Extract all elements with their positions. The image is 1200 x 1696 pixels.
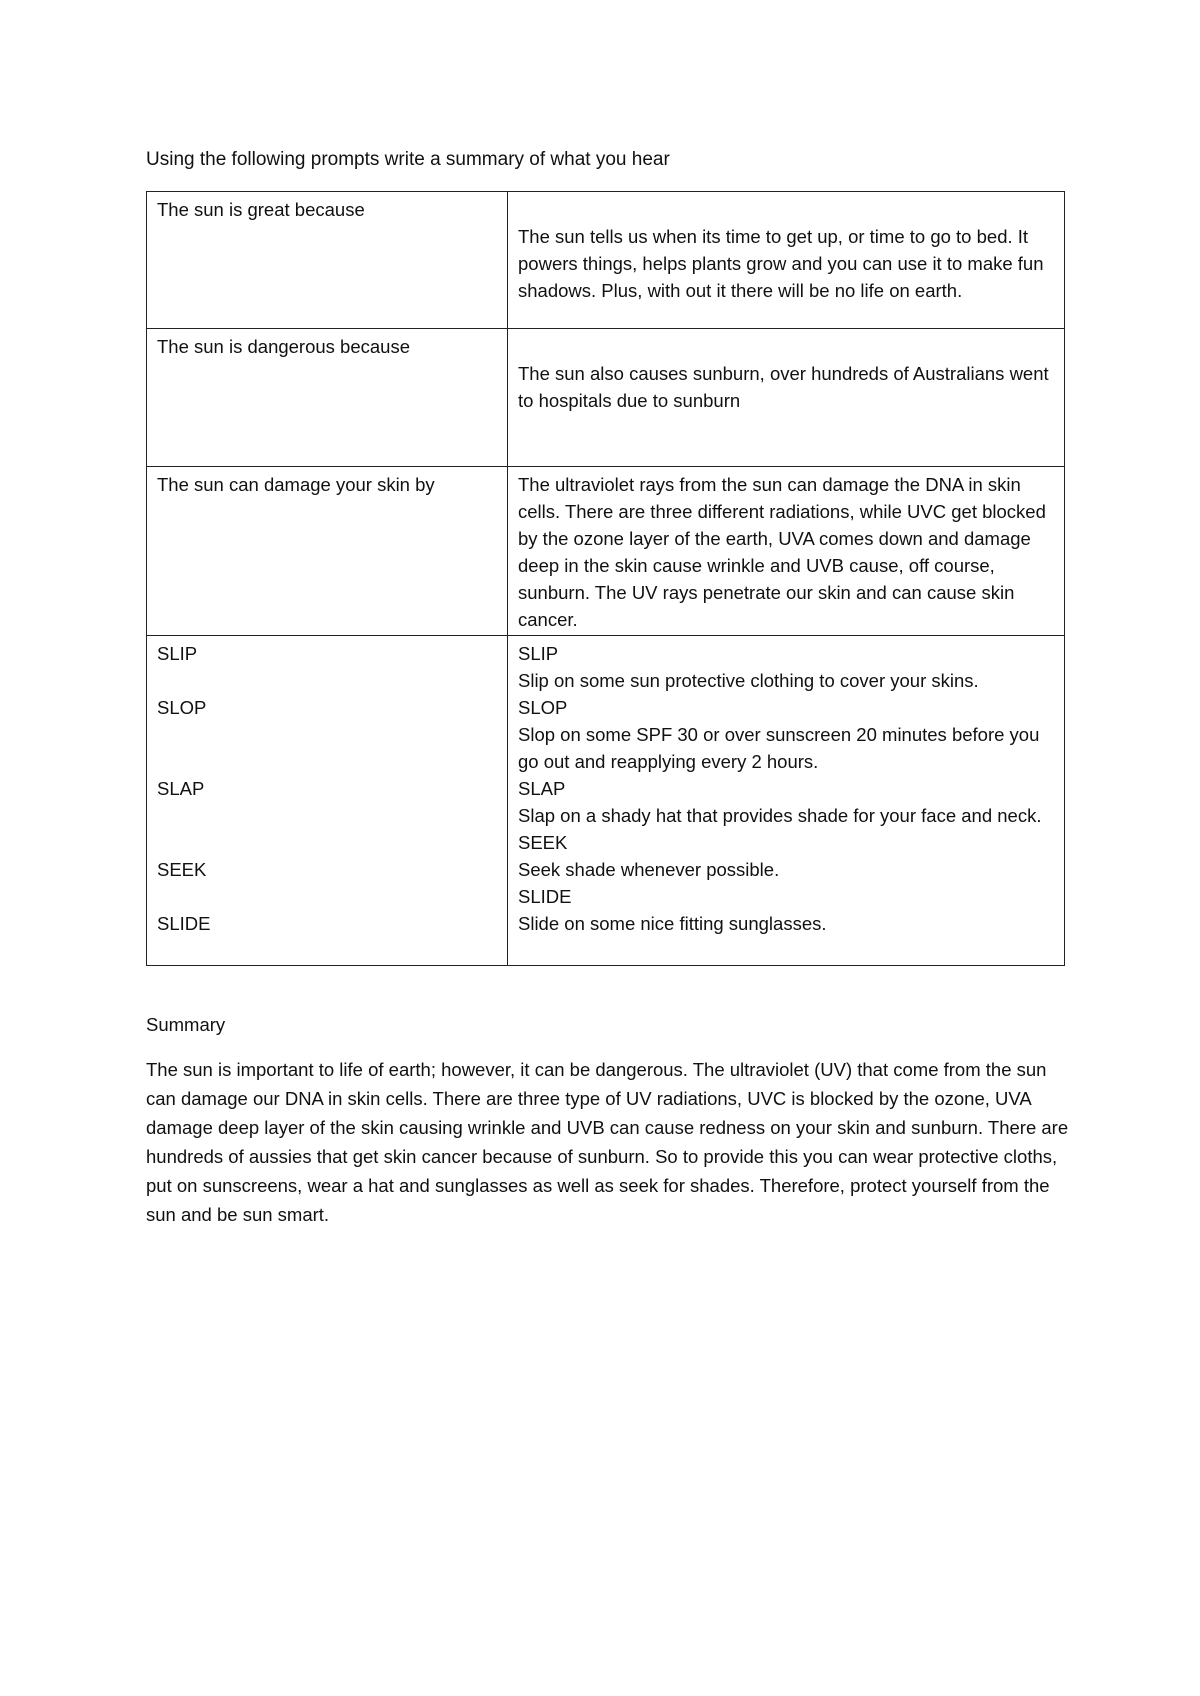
sunsmart-title: SEEK (518, 832, 568, 853)
sunsmart-label: SEEK (157, 859, 207, 880)
sunsmart-text: Slop on some SPF 30 or over sunscreen 20 minutes before you go out and reapplying every 2 hours. (518, 724, 1040, 772)
cell-spacer (157, 802, 497, 829)
worksheet-heading: Using the following prompts write a summary of what you hear (146, 149, 670, 170)
sunsmart-label: SLIDE (157, 913, 211, 934)
answer-text: The sun tells us when its time to get up, or time to go to bed. It powers things, helps plants grow and you can use it to make fun shadows. Plus, with out it there will be no life on earth. (518, 226, 1044, 301)
sunsmart-labels-cell (147, 636, 508, 966)
cell-spacer (157, 721, 497, 748)
sunsmart-title: SLOP (518, 697, 568, 718)
answer-text: The sun also causes sunburn, over hundreds of Australians went to hospitals due to sunburn (518, 363, 1049, 411)
sunsmart-details-cell (508, 636, 1065, 966)
sunsmart-label: SLAP (157, 778, 205, 799)
sunsmart-title: SLAP (518, 778, 566, 799)
sunsmart-label: SLOP (157, 697, 207, 718)
summary-heading: Summary (146, 1014, 226, 1035)
cell-spacer (157, 883, 497, 910)
table-row (147, 467, 1065, 636)
cell-spacer (157, 829, 497, 856)
sunsmart-title: SLIP (518, 643, 559, 664)
table-row (147, 192, 1065, 329)
sunsmart-label: SLIP (157, 643, 198, 664)
cell-spacer (157, 748, 497, 775)
answer-cell: The ultraviolet rays from the sun can damage the DNA in skin cells. There are three different radiations, while UVC get blocked by the ozone layer of the earth, UVA comes down and damage deep in the skin cause wrinkle and UVB cause, off course, sunburn. The UV rays penetrate our skin and can cause skin cancer. (508, 467, 1065, 636)
summary-paragraph: The sun is important to life of earth; however, it can be dangerous. The ultraviolet (UV) that come from the sun can damage our DNA in skin cells. There are three type of UV radiations, UVC is blocked by the ozone, UVA damage deep layer of the skin causing wrinkle and UVB can cause redness on your skin and sunburn. There are hundreds of aussies that get skin cancer because of sunburn. So to provide this you can wear protective cloths, put on sunscreens, wear a hat and sunglasses as well as seek for shades. Therefore, protect yourself from the sun and be sun smart. (146, 1059, 1069, 1225)
answer-cell (508, 192, 1065, 329)
table-row (147, 329, 1065, 467)
sunsmart-title: SLIDE (518, 886, 572, 907)
sunsmart-text: Slip on some sun protective clothing to cover your skins. (518, 670, 979, 691)
prompt-cell: The sun is great because (147, 192, 508, 329)
cell-spacer (518, 333, 1054, 360)
prompts-table (146, 191, 1065, 966)
sunsmart-text: Slap on a shady hat that provides shade for your face and neck. (518, 805, 1042, 826)
sunsmart-text: Seek shade whenever possible. (518, 859, 780, 880)
cell-spacer (157, 667, 497, 694)
cell-spacer (518, 196, 1054, 223)
table-row (147, 636, 1065, 966)
sunsmart-text: Slide on some nice fitting sunglasses. (518, 913, 827, 934)
answer-cell (508, 329, 1065, 467)
prompt-cell: The sun is dangerous because (147, 329, 508, 467)
prompt-cell: The sun can damage your skin by (147, 467, 508, 636)
